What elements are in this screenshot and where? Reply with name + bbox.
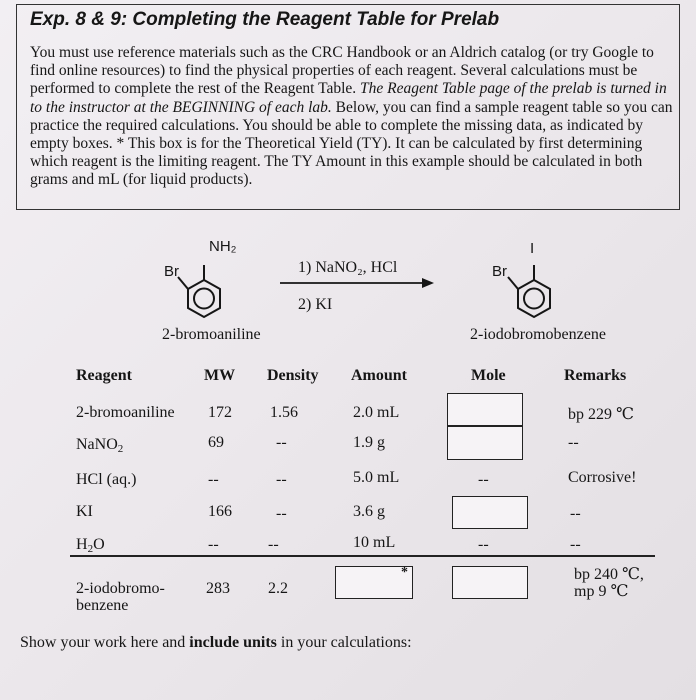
row-5-reagent: $H_2O$: [76, 536, 105, 555]
iodo-group-label: I: [530, 240, 535, 257]
product-br-label: Br: [492, 263, 507, 280]
row-4-amount: 3.6 g: [353, 503, 385, 520]
table-divider: [70, 555, 655, 557]
product-reagent: [76, 580, 165, 614]
product-density: 2.2: [268, 580, 288, 597]
product-structure: [508, 265, 550, 317]
row-3-density: --: [276, 471, 287, 488]
theoretical-yield-marker: *: [401, 565, 408, 580]
reactant-structure: [178, 265, 220, 317]
row-4-mole-input-box[interactable]: [452, 496, 528, 529]
reactant-name: 2-bromoaniline: [162, 326, 261, 343]
row-4-remarks: --: [570, 505, 581, 522]
header-remarks: Remarks: [564, 367, 627, 384]
show-work-text-1: Show your work here and: [20, 634, 190, 651]
product-remarks-line-2: mp 9 ℃: [574, 583, 629, 600]
row-1-mw: 172: [208, 404, 232, 421]
header-mw: MW: [204, 367, 236, 384]
row-5-mole: --: [478, 536, 489, 553]
instructions-paragraph: [30, 44, 675, 190]
row-1-amount: 2.0 mL: [353, 404, 400, 421]
row-1-density: 1.56: [270, 404, 298, 421]
row-2-amount: 1.9 g: [353, 434, 385, 451]
header-density: Density: [267, 367, 319, 384]
product-remarks: [574, 566, 644, 600]
row-2-mole-input-box[interactable]: [447, 426, 523, 460]
show-work-bold: include units: [189, 634, 277, 651]
row-1-mole-input-box[interactable]: [447, 393, 523, 426]
row-3-remarks: Corrosive!: [568, 469, 637, 486]
row-2-mw: 69: [208, 434, 224, 451]
row-3-mw: --: [208, 471, 219, 488]
reactant-br-label: Br: [164, 263, 179, 280]
product-name: 2-iodobromobenzene: [470, 326, 606, 343]
row-4-mw: 166: [208, 503, 232, 520]
row-5-amount: 10 mL: [353, 534, 396, 551]
row-3-amount: 5.0 mL: [353, 469, 400, 486]
row-2-density: --: [276, 434, 287, 451]
row-5-mw: --: [208, 536, 219, 553]
instructions-text-1: You must use reference materials such as the CRC Handbook or an Aldrich catalog (or try Google to find online resources) to find the physical properties of each reagent. Several calculations must be performed to complete the rest of the Reagent Table.: [30, 44, 654, 98]
row-1-remarks: bp 229 ℃: [568, 406, 634, 423]
theoretical-yield-amount-box[interactable]: [335, 566, 413, 599]
reagent-step-1: 1) NaNO₂, HCl: [298, 259, 398, 276]
header-reagent: Reagent: [76, 367, 132, 384]
row-2-reagent: NaNO$_2$: [76, 436, 124, 455]
header-mole: Mole: [471, 367, 506, 384]
header-amount: Amount: [351, 367, 408, 384]
reaction-arrow: [280, 278, 434, 288]
instructions-italic: The Reagent Table page of the prelab is turned in to the instructor at the BEGINNING of each lab.: [30, 80, 667, 116]
show-work-text-2: in your calculations:: [276, 634, 412, 651]
product-mw: 283: [206, 580, 230, 597]
product-reagent-line-2: benzene: [76, 597, 129, 614]
row-4-reagent: KI: [76, 503, 93, 520]
row-4-density: --: [276, 505, 287, 522]
show-work-instruction: [20, 634, 412, 652]
row-5-density: --: [268, 536, 279, 553]
instructions-text-2: Below, you can find a sample reagent table so you can practice the required calculations. You should be able to complete the missing data, as indicated by empty boxes. * This box is for the Theoretical Yield (TY). It can be calculated by first determining which reagent is the limiting reagent. The TY Amount in this example should be calculated in both grams and mL (for liquid products).: [30, 98, 673, 189]
page-title: Exp. 8 & 9: Completing the Reagent Table for Prelab: [30, 9, 500, 30]
product-remarks-line-1: bp 240 ℃,: [574, 566, 644, 583]
row-2-remarks: --: [568, 434, 579, 451]
amino-group-label: NH₂: [209, 238, 237, 255]
row-3-reagent: HCl (aq.): [76, 471, 137, 488]
row-3-mole: --: [478, 471, 489, 488]
product-reagent-line-1: 2-iodobromo-: [76, 580, 165, 597]
row-1-reagent: 2-bromoaniline: [76, 404, 175, 421]
product-mole-input-box[interactable]: [452, 566, 528, 599]
row-5-remarks: --: [570, 536, 581, 553]
reagent-step-2: 2) KI: [298, 296, 333, 313]
